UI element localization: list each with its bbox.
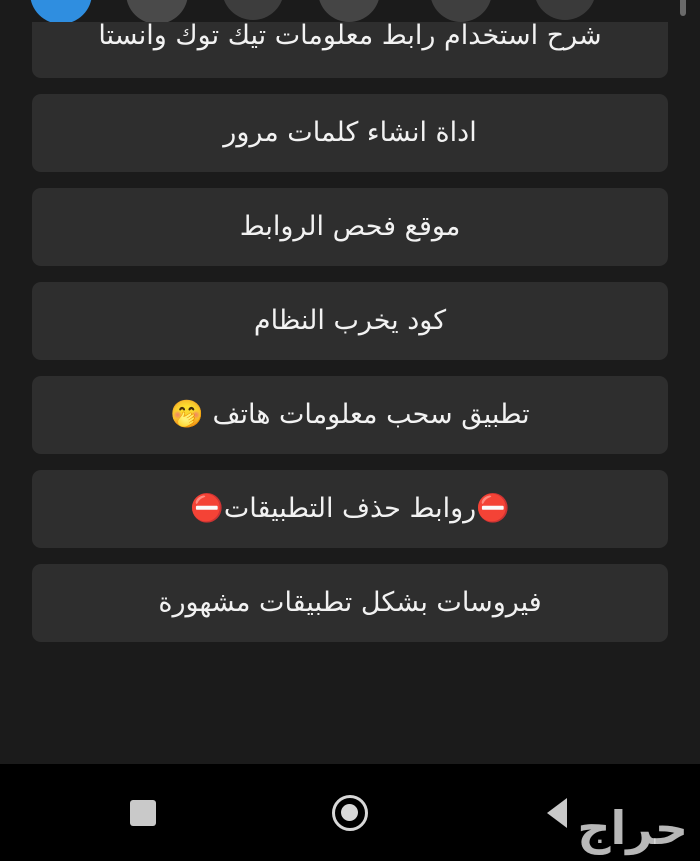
list-item-virus-fake-apps[interactable] [32,564,668,642]
list-item-label: تطبيق سحب معلومات هاتف 🤭 [170,398,530,430]
circle-icon [332,795,368,831]
story-bubble-2[interactable] [222,0,284,20]
story-bubble-active[interactable] [30,0,92,22]
story-bubbles-strip [0,0,700,22]
story-bubble-5[interactable] [534,0,596,20]
back-button[interactable] [517,783,597,843]
story-bubble-4[interactable] [430,0,492,22]
list-item-password-generator[interactable] [32,94,668,172]
list-item-label: اداة انشاء كلمات مرور [223,116,477,148]
back-triangle-icon [547,798,567,828]
list-item-label: ⛔روابط حذف التطبيقات⛔ [190,492,510,524]
message-list[interactable] [0,22,700,764]
list-item-phone-info-app[interactable] [32,376,668,454]
list-item-system-crash-code[interactable] [32,282,668,360]
scroll-indicator [680,0,686,16]
list-item-label: موقع فحص الروابط [239,210,461,242]
list-item-tiktok-insta-info-link[interactable] [32,22,668,78]
list-item-label: فيروسات بشكل تطبيقات مشهورة [158,586,542,618]
square-icon [130,800,156,826]
list-item-link-scanner-site[interactable] [32,188,668,266]
android-navigation-bar [0,764,700,861]
story-bubble-3[interactable] [318,0,380,22]
watermark-text: حراج [577,801,688,855]
recents-button[interactable] [103,783,183,843]
list-item-label: كود يخرب النظام [253,304,447,336]
list-item-label: شرح استخدام رابط معلومات تيك توك وانستا [98,22,602,51]
story-bubble-1[interactable] [126,0,188,22]
list-item-app-delete-links[interactable] [32,470,668,548]
home-button[interactable] [310,783,390,843]
